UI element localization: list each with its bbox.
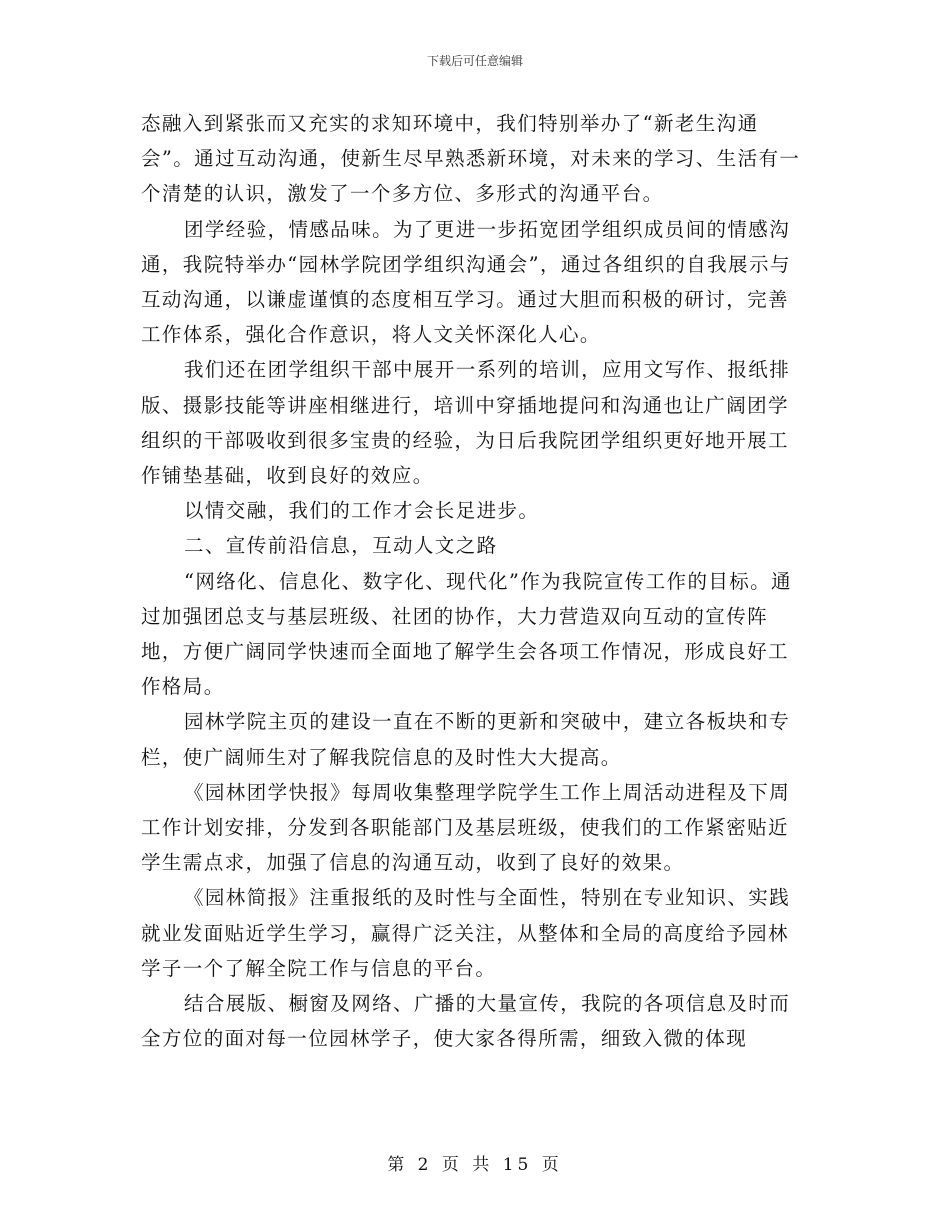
page-footer: 第 2 页 共 15 页: [387, 1155, 563, 1175]
paragraph-9: 结合展版、橱窗及网络、广播的大量宣传，我院的各项信息及时而全方位的面对每一位园林学子，使大家各得所需，细致入微的体现: [141, 992, 791, 1051]
document-body: [141, 106, 809, 1056]
section-heading: 二、宣传前沿信息，互动人文之路: [184, 534, 498, 558]
paragraph-7: 《园林团学快报》每周收集整理学院学生工作上周活动进程及下周工作计划安排，分发到各职能部门及基层班级，使我们的工作紧密贴近学生需点求，加强了信息的沟通互动，收到了良好的效果。: [141, 780, 791, 875]
paragraph-6: 园林学院主页的建设一直在不断的更新和突破中，建立各板块和专栏，使广阔师生对了解我院信息的及时性大大提高。: [141, 710, 791, 769]
paragraph-1: 态融入到紧张而又充实的求知环境中，我们特别举办了“新老生沟通会”。通过互动沟通，使新生尽早熟悉新环境，对未来的学习、生活有一个清楚的认识，激发了一个多方位、多形式的沟通平台。: [141, 112, 801, 206]
paragraph-2: 团学经验，情感品味。为了更进一步拓宽团学组织成员间的情感沟通，我院特举办“园林学院团学组织沟通会”，通过各组织的自我展示与互动沟通，以谦虚谨慎的态度相互学习。通过大胆而积极的研讨，完善工作体系，强化合作意识，将人文关怀深化人心。: [141, 217, 791, 347]
paragraph-5: “网络化、信息化、数字化、现代化”作为我院宣传工作的目标。通过加强团总支与基层班级、社团的协作，大力营造双向互动的宣传阵地，方便广阔同学快速而全面地了解学生会各项工作情况，形成良好工作格局。: [141, 569, 792, 699]
paragraph-3: 我们还在团学组织干部中展开一系列的培训，应用文写作、报纸排版、摄影技能等讲座相继进行，培训中穿插地提问和沟通也让广阔团学组织的干部吸收到很多宝贵的经验，为日后我院团学组织更好地开展工作铺垫基础，收到良好的效应。: [141, 358, 791, 488]
paragraph-4: 以情交融，我们的工作才会长足进步。: [184, 499, 540, 523]
paragraph-8: 《园林简报》注重报纸的及时性与全面性，特别在专业知识、实践就业发面贴近学生学习，赢得广泛关注，从整体和全局的高度给予园林学子一个了解全院工作与信息的平台。: [141, 886, 791, 980]
page-header: 下载后可任意编辑: [426, 54, 523, 68]
